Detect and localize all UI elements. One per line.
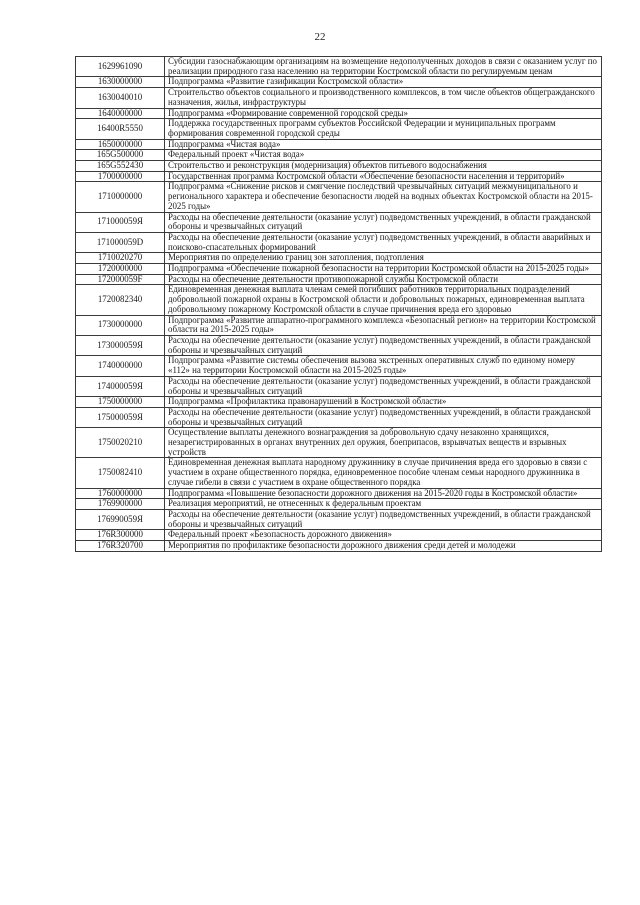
- row-code: 1629961090: [76, 57, 165, 77]
- row-description: Подпрограмма «Развитие системы обеспечения вызова экстренных оперативных служб по единому номеру «112» на территории Костромской области на 2015-2025 годы»: [165, 356, 602, 376]
- row-code: 1650000000: [76, 139, 165, 150]
- row-code: 176R320700: [76, 541, 165, 552]
- row-code: 173000059Я: [76, 335, 165, 355]
- row-code: 174000059Я: [76, 376, 165, 396]
- row-code: 176R300000: [76, 530, 165, 541]
- table-row: [76, 161, 602, 172]
- table-row: [76, 264, 602, 275]
- row-code: 1740000000: [76, 356, 165, 376]
- row-description: Федеральный проект «Безопасность дорожного движения»: [165, 530, 602, 541]
- row-code: 1630040010: [76, 88, 165, 108]
- table-row: [76, 182, 602, 212]
- row-description: Поддержка государственных программ субъектов Российской Федерации и муниципальных программ формирования современной городской среды: [165, 119, 602, 139]
- table-row: [76, 428, 602, 458]
- table-row: [76, 376, 602, 396]
- table-row: [76, 212, 602, 232]
- table-row: [76, 57, 602, 77]
- row-code: 1640000000: [76, 108, 165, 119]
- row-code: 165G552430: [76, 161, 165, 172]
- table-row: [76, 285, 602, 315]
- row-description: Государственная программа Костромской области «Обеспечение безопасности населения и территорий»: [165, 171, 602, 182]
- table-row: [76, 335, 602, 355]
- row-description: Реализация мероприятий, не отнесенных к федеральным проектам: [165, 499, 602, 510]
- row-code: 172000059F: [76, 274, 165, 285]
- table-row: [76, 488, 602, 499]
- row-code: 1769900000: [76, 499, 165, 510]
- table-row: [76, 232, 602, 252]
- row-code: 1720000000: [76, 264, 165, 275]
- row-code: 1750000000: [76, 397, 165, 408]
- row-description: Подпрограмма «Повышение безопасности дорожного движения на 2015-2020 годы в Костромской области»: [165, 488, 602, 499]
- row-description: Подпрограмма «Чистая вода»: [165, 139, 602, 150]
- table-row: [76, 397, 602, 408]
- row-code: 1750082410: [76, 458, 165, 488]
- row-description: Мероприятия по определению границ зон затопления, подтопления: [165, 253, 602, 264]
- row-code: 16400R5550: [76, 119, 165, 139]
- row-code: 171000059D: [76, 232, 165, 252]
- row-code: 1730000000: [76, 315, 165, 335]
- table-row: [76, 356, 602, 376]
- row-description: Расходы на обеспечение деятельности (оказание услуг) подведомственных учреждений, в области гражданской обороны и чрезвычайных ситуаций: [165, 212, 602, 232]
- row-code: 1750020210: [76, 428, 165, 458]
- table-row: [76, 119, 602, 139]
- table-row: [76, 108, 602, 119]
- row-description: Расходы на обеспечение деятельности (оказание услуг) подведомственных учреждений, в области аварийных и поисково-спасательных формирований: [165, 232, 602, 252]
- row-description: Расходы на обеспечение деятельности (оказание услуг) подведомственных учреждений, в области гражданской обороны и чрезвычайных ситуаций: [165, 509, 602, 529]
- row-description: Единовременная денежная выплата народному дружиннику в случае причинения вреда его здоровью в связи с участием в охране общественного порядка, единовременное пособие членам семьи народного дружинника в случае гибели в связи с участием в охране общественного порядка: [165, 458, 602, 488]
- row-code: 1720082340: [76, 285, 165, 315]
- row-description: Осуществление выплаты денежного вознаграждения за добровольную сдачу незаконно хранящихся, незарегистрированных в органах внутренних дел оружия, боеприпасов, взрывчатых веществ и взрывных устройств: [165, 428, 602, 458]
- row-code: 1710000000: [76, 182, 165, 212]
- row-code: 1760000000: [76, 488, 165, 499]
- table-row: [76, 139, 602, 150]
- table-row: [76, 171, 602, 182]
- row-code: 176990059Я: [76, 509, 165, 529]
- row-code: 1700000000: [76, 171, 165, 182]
- row-description: Строительство объектов социального и производственного комплексов, в том числе объектов общегражданского назначения, жилья, инфраструктуры: [165, 88, 602, 108]
- table-row: [76, 509, 602, 529]
- table-row: [76, 407, 602, 427]
- table-row: [76, 274, 602, 285]
- table-row: [76, 88, 602, 108]
- table-row: [76, 315, 602, 335]
- table-row: [76, 253, 602, 264]
- row-code: 165G500000: [76, 150, 165, 161]
- table-body: [76, 57, 602, 552]
- row-description: Федеральный проект «Чистая вода»: [165, 150, 602, 161]
- row-description: Единовременная денежная выплата членам семей погибших работников территориальных подразделений добровольной пожарной охраны в Костромской области и добровольных пожарных, единовременная выплата добровольному пожарному Костромской области в случае причинения вреда его здоровью: [165, 285, 602, 315]
- row-description: Расходы на обеспечение деятельности (оказание услуг) подведомственных учреждений, в области гражданской обороны и чрезвычайных ситуаций: [165, 335, 602, 355]
- row-description: Субсидии газоснабжающим организациям на возмещение недополученных доходов в связи с оказанием услуг по реализации природного газа населению на территории Костромской области по регулируемым ценам: [165, 57, 602, 77]
- row-description: Подпрограмма «Развитие газификации Костромской области»: [165, 77, 602, 88]
- row-description: Строительство и реконструкция (модернизация) объектов питьевого водоснабжения: [165, 161, 602, 172]
- row-description: Подпрограмма «Обеспечение пожарной безопасности на территории Костромской области на 2015-2025 годы»: [165, 264, 602, 275]
- row-code: 171000059Я: [76, 212, 165, 232]
- row-code: 175000059Я: [76, 407, 165, 427]
- table-row: [76, 499, 602, 510]
- table-row: [76, 77, 602, 88]
- row-description: Подпрограмма «Профилактика правонарушений в Костромской области»: [165, 397, 602, 408]
- row-description: Мероприятия по профилактике безопасности дорожного движения среди детей и молодежи: [165, 541, 602, 552]
- table-row: [76, 458, 602, 488]
- page-number: 22: [314, 31, 326, 43]
- row-description: Подпрограмма «Формирование современной городской среды»: [165, 108, 602, 119]
- row-description: Подпрограмма «Снижение рисков и смягчение последствий чрезвычайных ситуаций межмуниципального и регионального характера и обеспечение безопасности людей на водных объектах Костромской области на 2015-2025 годы»: [165, 182, 602, 212]
- row-description: Расходы на обеспечение деятельности (оказание услуг) подведомственных учреждений, в области гражданской обороны и чрезвычайных ситуаций: [165, 376, 602, 396]
- budget-classification-table: [75, 56, 602, 552]
- row-code: 1630000000: [76, 77, 165, 88]
- row-description: Расходы на обеспечение деятельности противопожарной службы Костромской области: [165, 274, 602, 285]
- row-code: 1710020270: [76, 253, 165, 264]
- table-row: [76, 150, 602, 161]
- table-row: [76, 530, 602, 541]
- row-description: Расходы на обеспечение деятельности (оказание услуг) подведомственных учреждений, в области гражданской обороны и чрезвычайных ситуаций: [165, 407, 602, 427]
- row-description: Подпрограмма «Развитие аппаратно-программного комплекса «Безопасный регион» на территории Костромской области на 2015-2025 годы»: [165, 315, 602, 335]
- table-row: [76, 541, 602, 552]
